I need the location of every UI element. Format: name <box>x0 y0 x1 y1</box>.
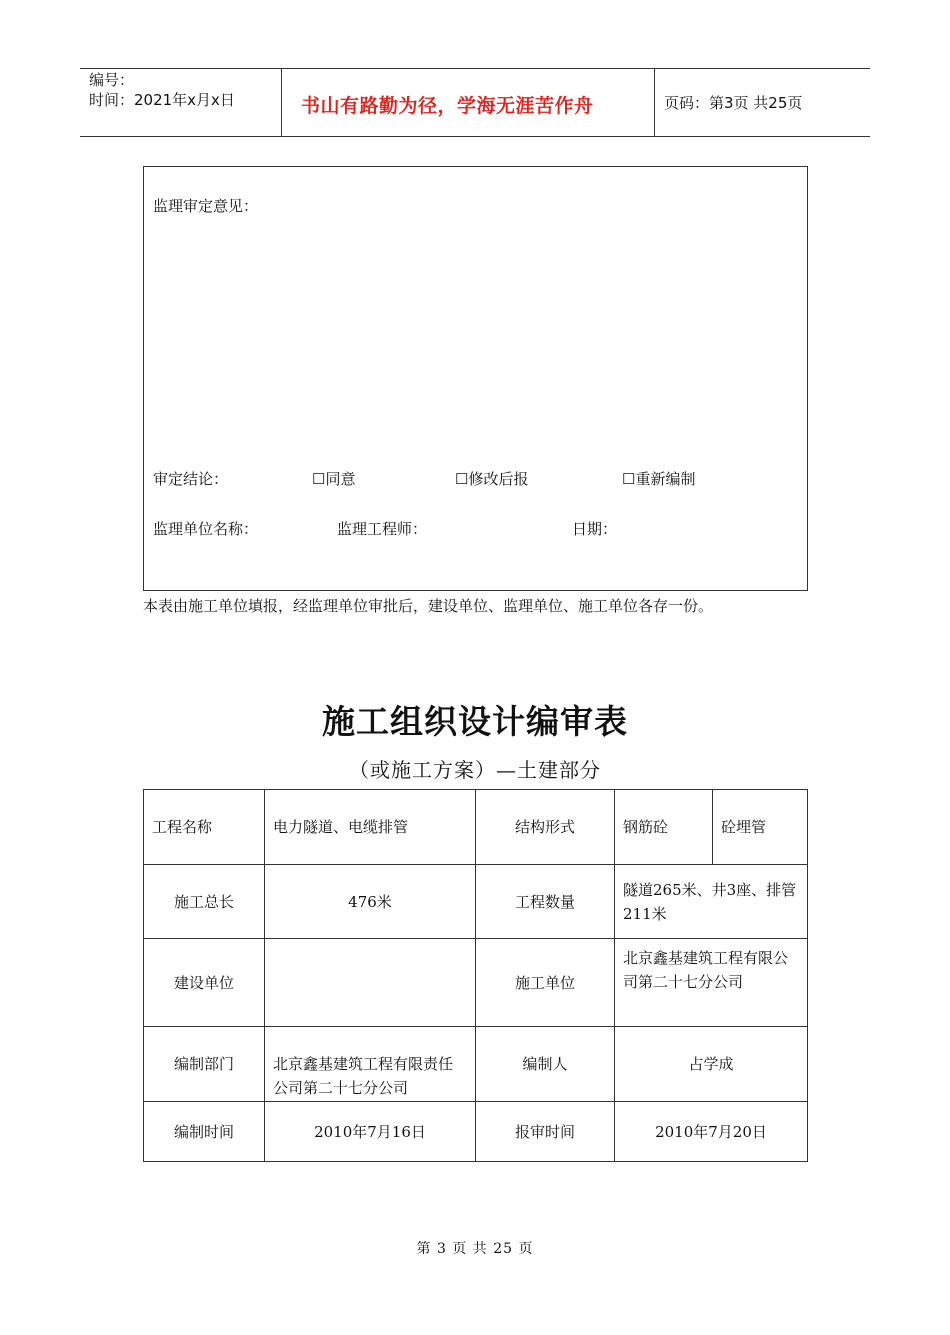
table-row <box>144 939 808 1027</box>
header-time: 时间：2021年x月x日 <box>89 91 235 109</box>
table-row <box>144 1102 808 1162</box>
header-divider <box>654 68 655 136</box>
supervision-unit-label: 监理单位名称： <box>153 520 259 538</box>
header-number-label: 编号： <box>89 71 135 89</box>
author-value: 占学成 <box>615 1027 808 1102</box>
supervision-engineer-label: 监理工程师： <box>337 520 428 538</box>
project-name-label: 工程名称 <box>144 790 265 865</box>
header-page-code: 页码：第3页 共25页 <box>664 94 803 112</box>
client-label: 建设单位 <box>144 939 265 1027</box>
header-bottom-rule <box>80 136 870 137</box>
form-title: 施工组织设计编审表 <box>322 702 628 741</box>
header-divider <box>281 68 282 136</box>
table-row <box>144 865 808 939</box>
compile-time-label: 编制时间 <box>144 1102 265 1162</box>
page-footer: 第 3 页 共 25 页 <box>416 1241 534 1257</box>
structure-value-1: 钢筋砼 <box>615 790 713 865</box>
author-label: 编制人 <box>476 1027 615 1102</box>
submit-time-value: 2010年7月20日 <box>615 1102 808 1162</box>
quantity-label: 工程数量 <box>476 865 615 939</box>
compile-time-value: 2010年7月16日 <box>265 1102 476 1162</box>
header-motto: 书山有路勤为径，学海无涯苦作舟 <box>301 95 594 117</box>
total-length-label: 施工总长 <box>144 865 265 939</box>
quantity-value: 隧道265米、井3座、排管211米 <box>615 865 808 939</box>
submit-time-label: 报审时间 <box>476 1102 615 1162</box>
dept-value: 北京鑫基建筑工程有限责任公司第二十七分公司 <box>265 1027 476 1102</box>
structure-value-2: 砼埋管 <box>713 790 808 865</box>
table-row <box>144 1027 808 1102</box>
option-recompile-checkbox[interactable]: ☐重新编制 <box>622 470 696 488</box>
review-conclusion-label: 审定结论： <box>153 470 229 488</box>
review-opinion-label: 监理审定意见： <box>153 197 259 215</box>
header-top-rule <box>80 68 870 69</box>
review-note: 本表由施工单位填报，经监理单位审批后，建设单位、监理单位、施工单位各存一份。 <box>143 597 714 615</box>
contractor-label: 施工单位 <box>476 939 615 1027</box>
date-label: 日期： <box>572 520 618 538</box>
form-subtitle: （或施工方案）—土建部分 <box>349 758 601 782</box>
client-value <box>265 939 476 1027</box>
table-row <box>144 790 808 865</box>
option-revise-checkbox[interactable]: ☐修改后报 <box>455 470 529 488</box>
design-review-table <box>143 789 808 1162</box>
contractor-value: 北京鑫基建筑工程有限公司第二十七分公司 <box>615 939 808 1027</box>
structure-label: 结构形式 <box>476 790 615 865</box>
dept-label: 编制部门 <box>144 1027 265 1102</box>
total-length-value: 476米 <box>265 865 476 939</box>
project-name-value: 电力隧道、电缆排管 <box>265 790 476 865</box>
option-agree-checkbox[interactable]: ☐同意 <box>312 470 356 488</box>
